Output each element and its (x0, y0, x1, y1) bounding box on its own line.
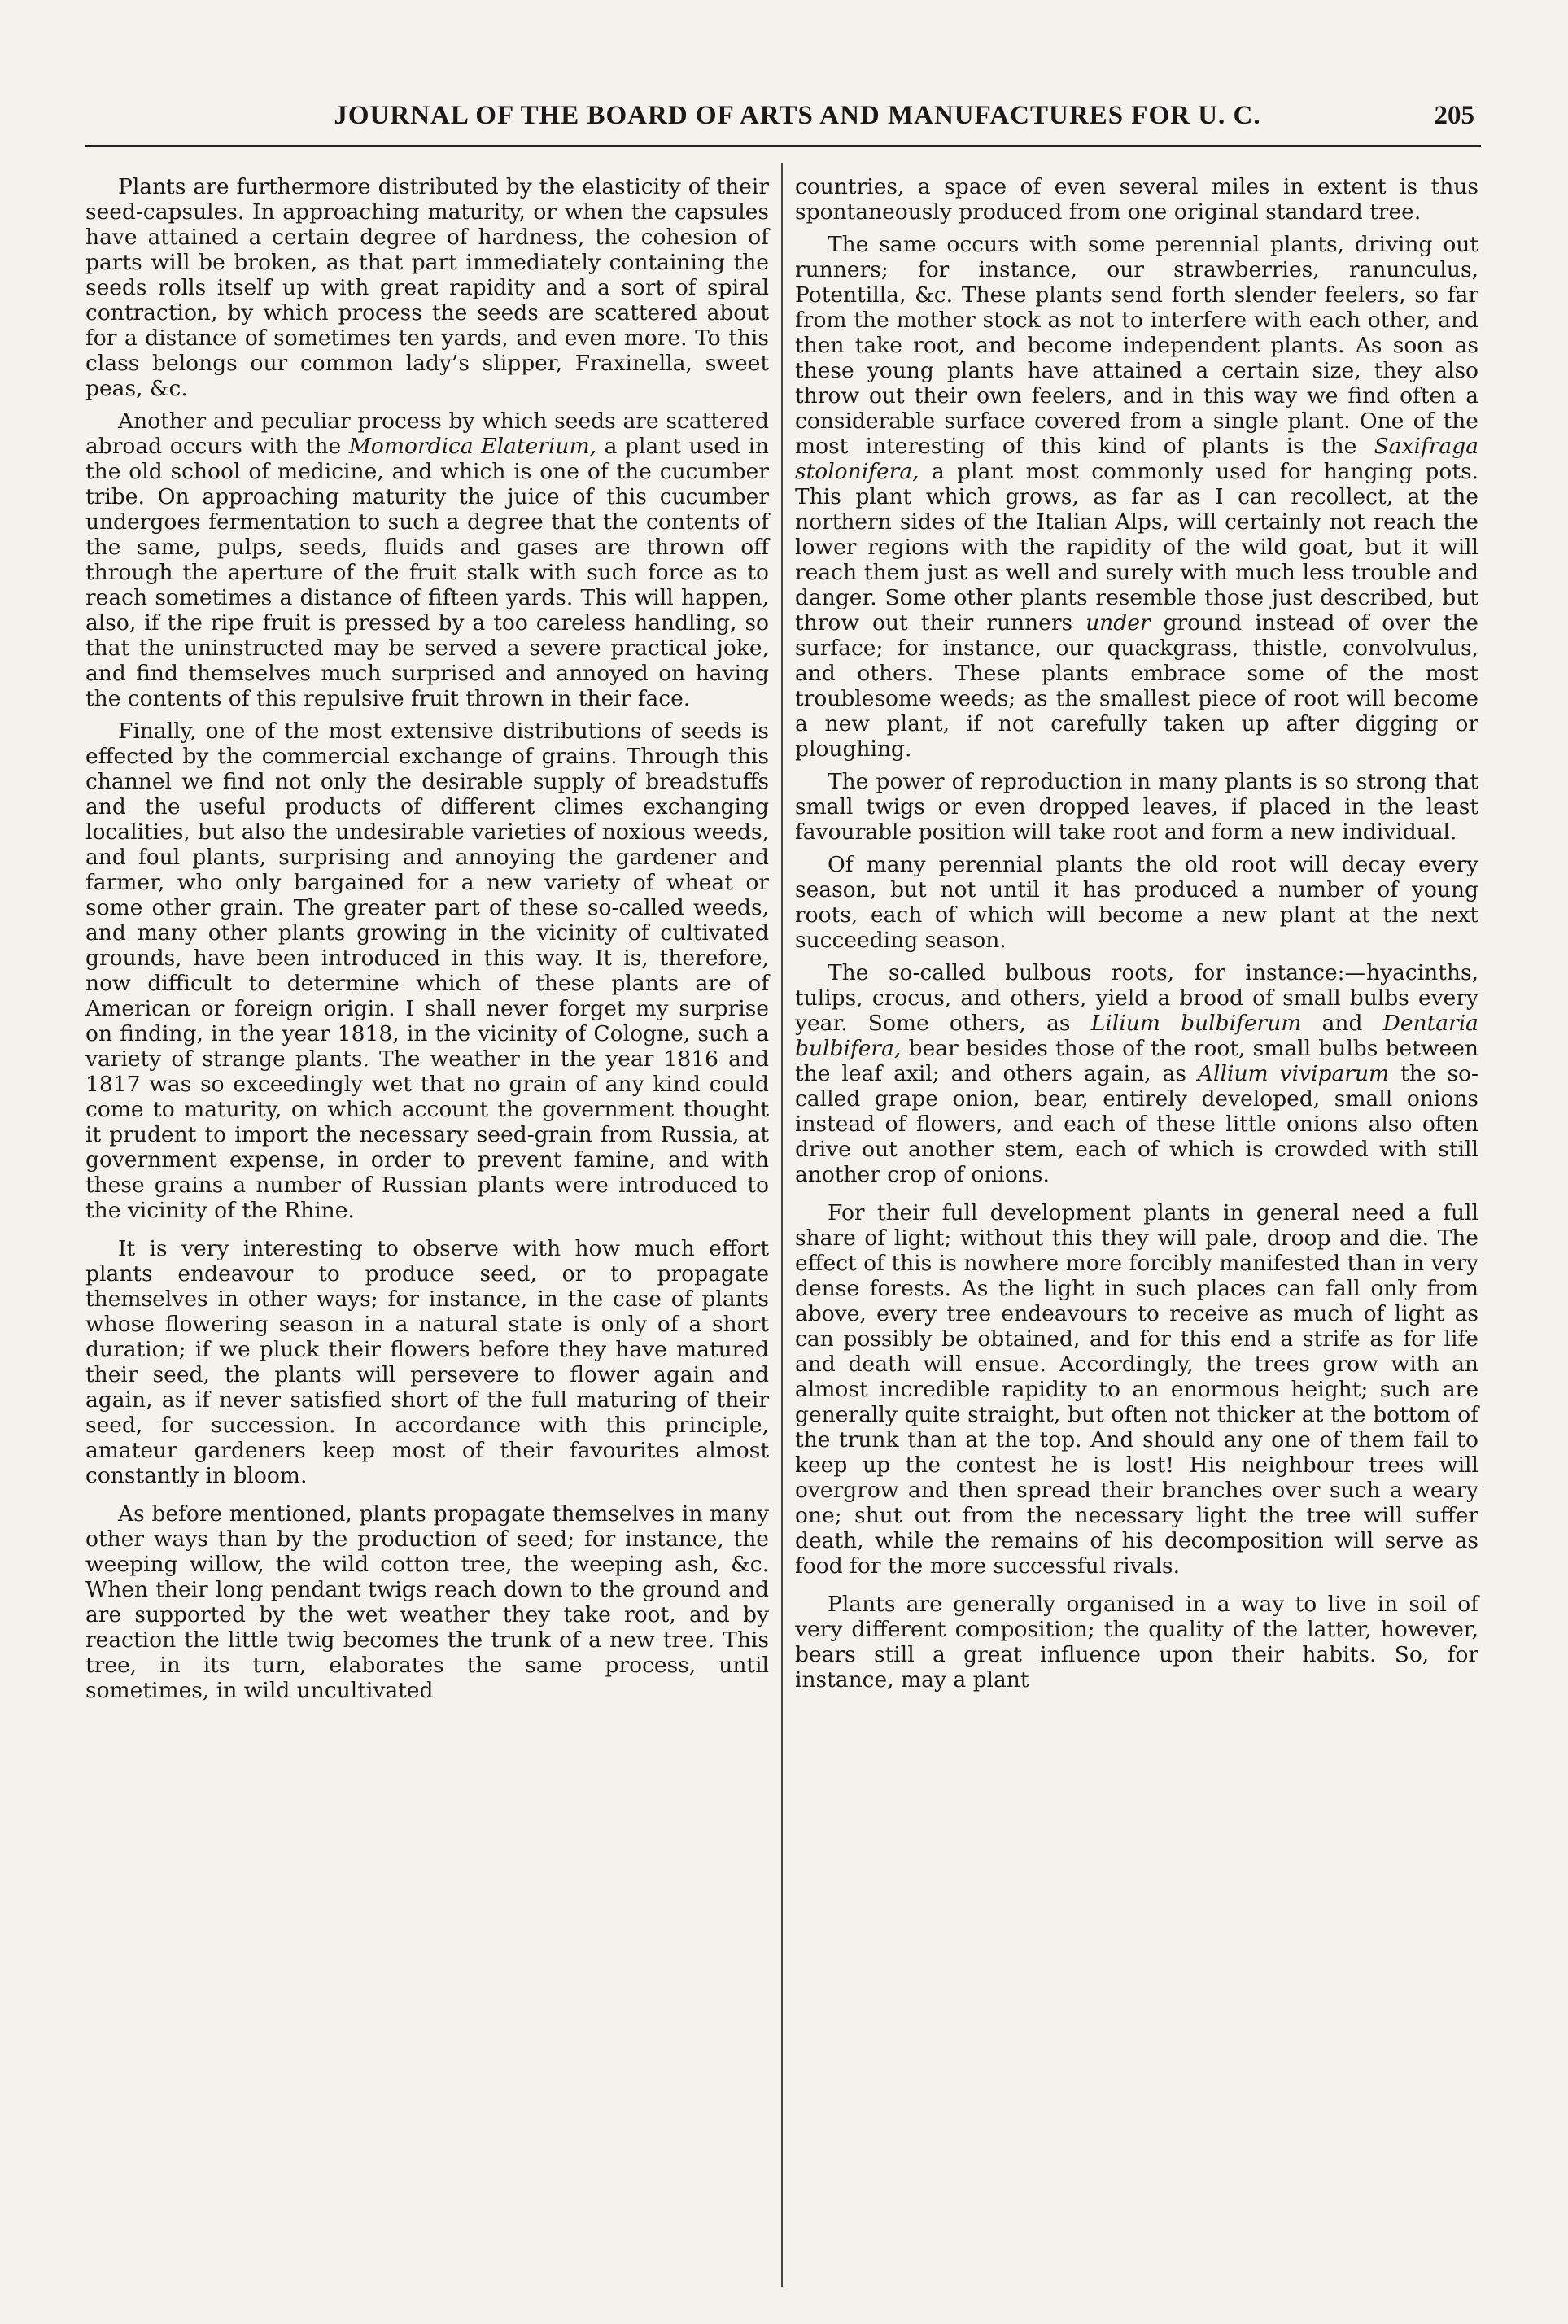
paragraph-text: As before mentioned, plants propagate themselves in many other ways than by the production of seed; for instance, the weeping willow, the wild cotton tree, the weeping ash, &c. When their long pendant twigs reach down to the ground and are supported by the wet weather they take root, and by reaction the little twig becomes the trunk of a new tree. This tree, in its turn, elaborates the same process, until sometimes, in wild uncultivated (85, 1501, 769, 1703)
paragraph-text: For their full development plants in general need a full share of light; without this they will pale, droop and die. The effect of this is nowhere more forcibly manifested than in very dense forests. As the light in such places can fall only from above, every tree endeavours to receive as much of light as can possibly be obtained, and for this end a strife as for life and death will ensue. Accordingly, the trees grow with an almost incredible rapidity to an enormous height; such are generally quite straight, but often not thicker at the bottom of the trunk than at the top. And should any one of them fail to keep up the contest he is lost! His neighbour trees will overgrow and then spread their branches over such a weary one; shut out from the necessary light the tree will suffer death, while the remains of his decomposition will serve as food for the more successful rivals. (795, 1200, 1478, 1579)
paragraph (795, 232, 1478, 762)
species-name: Dentaria bulbifera, (795, 1011, 1478, 1061)
paragraph-text: Of many perennial plants the old root will decay every season, but not until it has produced a number of young roots, each of which will become a new plant at the next succeeding season. (795, 852, 1478, 953)
right-column (795, 174, 1478, 1700)
paragraph (795, 174, 1478, 225)
paragraph (85, 1501, 769, 1703)
paragraph-text: Plants are furthermore distributed by the elasticity of their seed-capsules. In approaching maturity, or when the capsules have attained a certain degree of hardness, the cohesion of parts will be broken, as that part immediately containing the seeds rolls itself up with great rapidity and a sort of spiral contraction, by which process the seeds are scattered about for a distance of sometimes ten yards, and even more. To this class belongs our common lady’s slipper, Fraxinella, sweet peas, &c. (85, 174, 769, 401)
paragraph (795, 1200, 1478, 1579)
column-divider (781, 163, 783, 2287)
species-name: Allium viviparum (1197, 1061, 1390, 1086)
paragraph (85, 1236, 769, 1488)
species-name: Momordica Elaterium, (348, 434, 597, 459)
page-header (0, 0, 1568, 163)
paragraph (85, 719, 769, 1223)
paragraph-text: Plants are generally organised in a way to live in soil of very different composition; the quality of the latter, however, bears still a great influence upon their habits. So, for instance, may a plant (795, 1592, 1478, 1693)
paragraph-text: It is very interesting to observe with how much effort plants endeavour to produce seed, or to propagate themselves in other ways; for instance, in the case of plants whose flowering season in a natural state is only of a short duration; if we pluck their flowers before they have matured their seed, the plants will persevere to flower again and again, as if never satisfied short of the full maturing of their seed, for succession. In accordance with this principle, amateur gardeners keep most of their favourites almost constantly in bloom. (85, 1236, 769, 1488)
paragraph-text: The same occurs with some perennial plants, driving out runners; for instance, our strawberries, ranunculus, Potentilla, &c. These plants send forth slender feelers, so far from the mother stock as not to interfere with each other, and then take root, and become independent plants. As soon as these young plants have attained a certain size, they also throw out their own feelers, and in this way we find often a considerable surface covered from a single plant. One of the most interesting of this kind of plants is the (795, 232, 1478, 459)
paragraph-text: Another and peculiar process by which seeds are scattered abroad occurs with the (85, 408, 769, 459)
emphasis: under (1085, 610, 1151, 636)
running-title: JOURNAL OF THE BOARD OF ARTS AND MANUFACTURES FOR U. C. (334, 101, 1261, 130)
paragraph (85, 174, 769, 401)
paragraph-text: the so-called grape onion, bear, entirely developed, small onions instead of flowers, and each of these little onions also often drive out another stem, each of which is crowded with still another crop of onions. (795, 1061, 1478, 1187)
paragraph (795, 769, 1478, 845)
left-column (85, 174, 769, 1710)
paragraph (795, 852, 1478, 953)
paragraph (795, 1592, 1478, 1693)
header-rule (85, 145, 1481, 147)
paragraph (85, 408, 769, 711)
paragraph-text: Finally, one of the most extensive distributions of seeds is effected by the commercial exchange of grains. Through this channel we find not only the desirable supply of breadstuffs and the useful products of different climes exchanging localities, but also the undesirable varieties of noxious weeds, and foul plants, surprising and annoying the gardener and farmer, who only bargained for a new variety of wheat or some other grain. The greater part of these so-called weeds, and many other plants growing in the vicinity of cultivated grounds, have been introduced in this way. It is, therefore, now difficult to determine which of these plants are of American or foreign origin. I shall never forget my surprise on finding, in the year 1818, in the vicinity of Cologne, such a variety of strange plants. The weather in the year 1816 and 1817 was so exceedingly wet that no grain of any kind could come to maturity, on which account the government thought it prudent to import the necessary seed-grain from Russia, at government expense, in order to prevent famine, and with these grains a number of Russian plants were introduced to the vicinity of the Rhine. (85, 719, 769, 1223)
paragraph-text: and (1301, 1011, 1383, 1036)
paragraph-text: a plant most commonly used for hanging pots. This plant which grows, as far as I can recollect, at the northern sides of the Italian Alps, will certainly not reach the lower regions with the rapidity of the wild goat, but it will reach them just as well and surely with much less trouble and danger. Some other plants resemble those just described, but throw out their runners (795, 459, 1478, 636)
paragraph-text: a plant used in the old school of medicine, and which is one of the cucumber tribe. On approaching maturity the juice of this cucumber undergoes fermentation to such a degree that the contents of the same, pulps, seeds, fluids and gases are thrown off through the aperture of the fruit stalk with such force as to reach sometimes a distance of fifteen yards. This will happen, also, if the ripe fruit is pressed by a too careless handling, so that the uninstructed may be served a severe practical joke, and find themselves much surprised and annoyed on having the contents of this repulsive fruit thrown in their face. (85, 434, 769, 711)
species-name: Lilium bulbiferum (1090, 1011, 1302, 1036)
paragraph-text: The so-called bulbous roots, for instance:—hyacinths, tulips, crocus, and others, yield a brood of small bulbs every year. Some others, as (795, 960, 1478, 1036)
paragraph-text: countries, a space of even several miles in extent is thus spontaneously produced from one original standard tree. (795, 174, 1478, 225)
page-number: 205 (1434, 101, 1474, 130)
species-name: Saxifraga stolonifera, (795, 434, 1478, 484)
paragraph-text: The power of reproduction in many plants is so strong that small twigs or even dropped leaves, if placed in the least favourable position will take root and form a new individual. (795, 769, 1478, 845)
paragraph (795, 960, 1478, 1187)
paragraph-text: ground instead of over the surface; for instance, our quackgrass, thistle, convolvulus, and others. These plants embrace some of the most troublesome weeds; as the smallest piece of root will become a new plant, if not carefully taken up after digging or ploughing. (795, 610, 1478, 762)
paragraph-text: bear besides those of the root, small bulbs between the leaf axil; and others again, as (795, 1036, 1478, 1086)
